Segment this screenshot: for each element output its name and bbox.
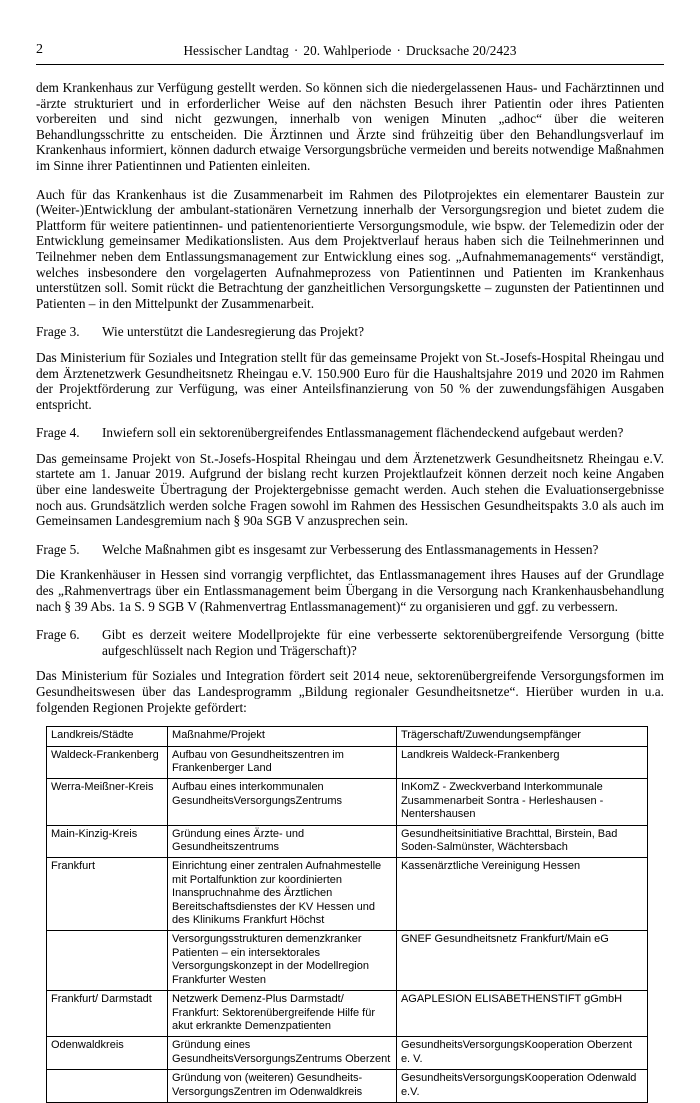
cell-region: Frankfurt/ Darmstadt (47, 991, 168, 1037)
table-row (47, 931, 648, 991)
document-body (36, 80, 664, 1103)
cell-region (47, 931, 168, 991)
table-header-row (47, 727, 648, 746)
header-institution: Hessischer Landtag (183, 43, 289, 58)
cell-region: Waldeck-Frankenberg (47, 746, 168, 779)
header-separator-1: · (293, 43, 299, 58)
cell-carrier: GNEF Gesundheitsnetz Frankfurt/Main eG (396, 931, 647, 991)
cell-region: Werra-Meißner-Kreis (47, 779, 168, 825)
cell-region (47, 1070, 168, 1103)
cell-project: Aufbau von Gesundheitszentren im Frankenberger Land (168, 746, 397, 779)
question-6-label: Frage 6. (36, 627, 80, 643)
cell-region: Main-Kinzig-Kreis (47, 825, 168, 858)
question-4 (36, 425, 664, 441)
table-row (47, 825, 648, 858)
answer-5-text: Die Krankenhäuser in Hessen sind vorrangig verpflichtet, das Entlassmanagement ihres Hauses auf der Grundlage des „Rahmenvertrags über ein Entlassmanagement beim Übergang in die Versorgung nach Krankenhausbehandlung nach § 39 Abs. 1a S. 9 SGB V (Rahmenvertrag Entlassmanagement)“ zu organisieren und ggf. zu verbessern. (36, 567, 664, 614)
cell-region: Odenwaldkreis (47, 1037, 168, 1070)
table-row (47, 1070, 648, 1103)
paragraph-continuation: dem Krankenhaus zur Verfügung gestellt werden. So können sich die niedergelassenen Haus- und Fachärztinnen und -ärzte strukturiert und in erforderlicher Weise auf den nächsten Besuch ihrer Patientin oder ihres Patienten vorbereiten und sind nicht gezwungen, innerhalb von wenigen Minuten „adhoc“ über die weiteren Behandlungsschritte zu entscheiden. Die Ärztinnen und Ärzte sind frühzeitig über den Behandlungsverlauf im Krankenhaus informiert, können dadurch etwaige Versorgungsbrüche vermeiden und bereits notwendige Maßnahmen im Sinne ihrer Patientinnen und Patienten einleiten. (36, 80, 664, 173)
column-header-region: Landkreis/Städte (47, 727, 168, 746)
question-5-text: Welche Maßnahmen gibt es insgesamt zur Verbesserung des Entlassmanagements in Hessen? (102, 541, 599, 557)
header-rule (36, 64, 664, 65)
column-header-carrier: Trägerschaft/Zuwendungsempfänger (396, 727, 647, 746)
cell-carrier: AGAPLESION ELISABETHENSTIFT gGmbH (396, 991, 647, 1037)
cell-project: Gründung von (weiteren) Gesundheits-VersorgungsZentren im Odenwaldkreis (168, 1070, 397, 1103)
table-row (47, 779, 648, 825)
question-3-label: Frage 3. (36, 324, 80, 340)
header-legislature: 20. Wahlperiode (303, 43, 392, 58)
cell-project: Einrichtung einer zentralen Aufnahmestelle mit Portalfunktion zur koordinierten Inanspruchnahme des Ärztlichen Bereitschaftsdienstes der KV Hessen und des Klinikums Frankfurt Höchst (168, 858, 397, 931)
cell-carrier: Landkreis Waldeck-Frankenberg (396, 746, 647, 779)
question-5 (36, 542, 664, 558)
cell-carrier: InKomZ - Zweckverband Interkommunale Zusammenarbeit Sontra - Herleshausen - Nentershausen (396, 779, 647, 825)
cell-carrier: GesundheitsVersorgungsKooperation Oberzent e. V. (396, 1037, 647, 1070)
cell-project: Gründung eines Ärzte- und Gesundheitszentrums (168, 825, 397, 858)
header-separator-2: · (396, 43, 401, 58)
paragraph-hospital-cooperation: Auch für das Krankenhaus ist die Zusammenarbeit im Rahmen des Pilotprojektes ein elementarer Baustein zur (Weiter-)Entwicklung der ambulant-stationären Vernetzung innerhalb der Versorgungsregion und bietet zudem die Plattform für weitere patientinnen- und patientenorientierte Versorgungsmodule, wie bspw. der Telemedizin oder der Entwicklung gemeinsamer Medikationslisten. Aus dem Projektverlauf heraus haben sich die Teilnehmerinnen und Teilnehmer neben dem Entlassungsmanagement zur Entwicklung eines sog. „Aufnahmemanagements“ verständigt, welches insbesondere den vorgelagerten Aufnahmeprozess von Patientinnen und Patienten im Krankenhaus unterstützen soll. Somit rückt die Betrachtung der ganzheitlichen Versorgungskette – zugunsten der Patientinnen und Patienten – in den Mittelpunkt der Zusammenarbeit. (36, 186, 664, 311)
cell-region: Frankfurt (47, 858, 168, 931)
page-number: 2 (36, 42, 43, 57)
question-3 (36, 324, 664, 340)
cell-project: Netzwerk Demenz-Plus Darmstadt/ Frankfurt: Sektorenübergreifende Hilfe für akut erkrankte Demenzpatienten (168, 991, 397, 1037)
header-center-line (36, 43, 664, 59)
answer-3-text: Das Ministerium für Soziales und Integration stellt für das gemeinsame Projekt von St.-Josefs-Hospital Rheingau und dem Ärztenetzwerk Gesundheitsnetz Rheingau e.V. 150.900 Euro für die Haushaltsjahre 2019 und 2020 im Rahmen der Projektförderung zur Verfügung, was einer Anteilsfinanzierung von 50 % der zuwendungsfähigen Ausgaben entspricht. (36, 349, 664, 412)
table-row (47, 858, 648, 931)
column-header-project: Maßnahme/Projekt (168, 727, 397, 746)
header-document-number: Drucksache 20/2423 (405, 43, 517, 58)
answer-4-text: Das gemeinsame Projekt von St.-Josefs-Hospital Rheingau und dem Ärztenetzwerk Gesundheitsnetz Rheingau e.V. startete am 1. Januar 2019. Aufgrund der bislang recht kurzen Projektlaufzeit können derzeit noch keine Angaben über eine landesweite Übertragung der Projektergebnisse gemacht werden. Auch stehen die Evaluationsergebnisse noch aus. Grundsätzlich werden solche Fragen sowohl im Rahmen des Hessischen Gesundheitspakts 3.0 als auch im Gemeinsamen Landesgremium nach § 90a SGB V anzusprechen sein. (36, 450, 664, 529)
regional-projects-table (46, 726, 648, 1103)
page-header (36, 42, 664, 64)
table-row (47, 991, 648, 1037)
cell-carrier: Kassenärztliche Vereinigung Hessen (396, 858, 647, 931)
question-5-label: Frage 5. (36, 541, 80, 557)
question-6-text: Gibt es derzeit weitere Modellprojekte für eine verbesserte sektorenübergreifende Versorgung (bitte aufgeschlüsselt nach Region und Trägerschaft)? (102, 627, 664, 658)
cell-carrier: Gesundheitsinitiative Brachttal, Birstein, Bad Soden-Salmünster, Wächtersbach (396, 825, 647, 858)
table-row (47, 1037, 648, 1070)
table-row (47, 746, 648, 779)
question-6 (36, 627, 664, 658)
question-4-text: Inwiefern soll ein sektorenübergreifendes Entlassmanagement flächendeckend aufgebaut werden? (102, 425, 624, 441)
question-4-label: Frage 4. (36, 425, 80, 441)
answer-6-text: Das Ministerium für Soziales und Integration fördert seit 2014 neue, sektorenübergreifende Versorgungsformen im Gesundheitswesen über das Landesprogramm „Bildung regionaler Gesundheitsnetze“. Hierüber wurden in u.a. folgenden Regionen Projekte gefördert: (36, 668, 664, 715)
cell-project: Gründung eines GesundheitsVersorgungsZentrums Oberzent (168, 1037, 397, 1070)
question-3-text: Wie unterstützt die Landesregierung das Projekt? (102, 324, 364, 340)
cell-project: Aufbau eines interkommunalen GesundheitsVersorgungsZentrums (168, 779, 397, 825)
cell-project: Versorgungsstrukturen demenzkranker Patienten – ein intersektorales Versorgungskonzept in der Modellregion Frankfurter Westen (168, 931, 397, 991)
cell-carrier: GesundheitsVersorgungsKooperation Odenwald e.V. (396, 1070, 647, 1103)
